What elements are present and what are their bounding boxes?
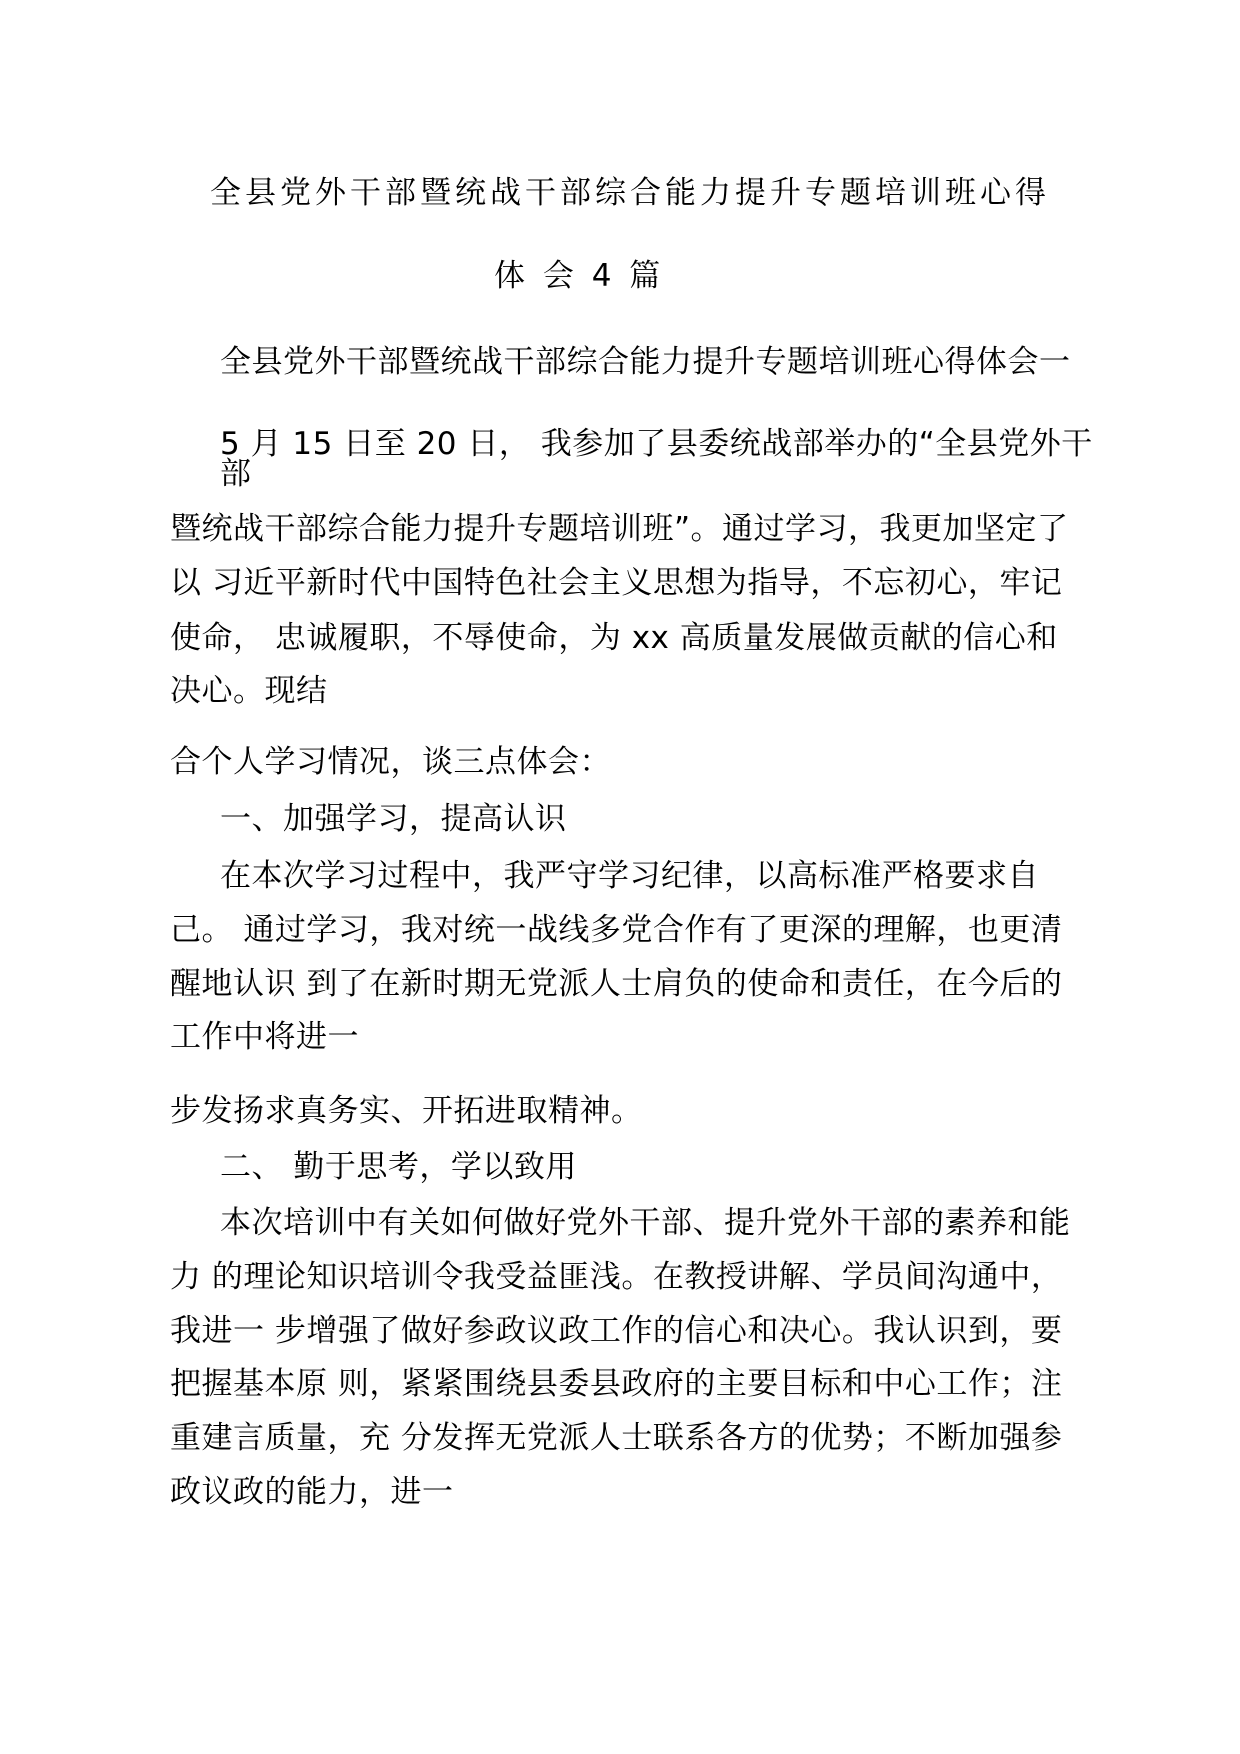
body-line: 我进一 步增强了做好参政议政工作的信心和决心。我认识到，要	[170, 1313, 1063, 1349]
body-line: 力 的理论知识培训令我受益匪浅。在教授讲解、学员间沟通中，	[170, 1259, 1063, 1295]
body-line: 部	[220, 456, 252, 492]
body-line: 工作中将进一	[170, 1019, 359, 1055]
body-line: 政议政的能力，进一	[170, 1474, 454, 1510]
body-line: 把握基本原 则，紧紧围绕县委县政府的主要目标和中心工作；注	[170, 1366, 1063, 1402]
body-line: 己。 通过学习，我对统一战线多党合作有了更深的理解，也更清	[170, 912, 1063, 948]
subheading-2: 二、 勤于思考，学以致用	[220, 1149, 577, 1185]
body-line: 本次培训中有关如何做好党外干部、提升党外干部的素养和能	[220, 1205, 1071, 1241]
document-title-line-2: 体 会 4 篇	[494, 258, 665, 294]
body-line: 以 习近平新时代中国特色社会主义思想为指导，不忘初心，牢记	[170, 565, 1063, 601]
body-line: 5 月 15 日至 20 日， 我参加了县委统战部举办的“全县党外干	[220, 426, 1093, 462]
body-line: 醒地认识 到了在新时期无党派人士肩负的使命和责任，在今后的	[170, 966, 1063, 1002]
body-line: 重建言质量，充 分发挥无党派人士联系各方的优势；不断加强参	[170, 1420, 1063, 1456]
section-heading: 全县党外干部暨统战干部综合能力提升专题培训班心得体会一	[220, 344, 1071, 380]
body-line: 步发扬求真务实、开拓进取精神。	[170, 1093, 643, 1129]
body-line: 使命， 忠诚履职，不辱使命，为 xx 高质量发展做贡献的信心和	[170, 620, 1058, 656]
document-title-line-1: 全县党外干部暨统战干部综合能力提升专题培训班心得	[210, 175, 1050, 211]
body-line: 合个人学习情况，谈三点体会：	[170, 744, 611, 780]
body-line: 在本次学习过程中，我严守学习纪律，以高标准严格要求自	[220, 858, 1039, 894]
body-line: 决心。现结	[170, 673, 328, 709]
body-line: 暨统战干部综合能力提升专题培训班”。通过学习，我更加坚定了	[170, 511, 1069, 547]
subheading-1: 一、加强学习，提高认识	[220, 801, 567, 837]
